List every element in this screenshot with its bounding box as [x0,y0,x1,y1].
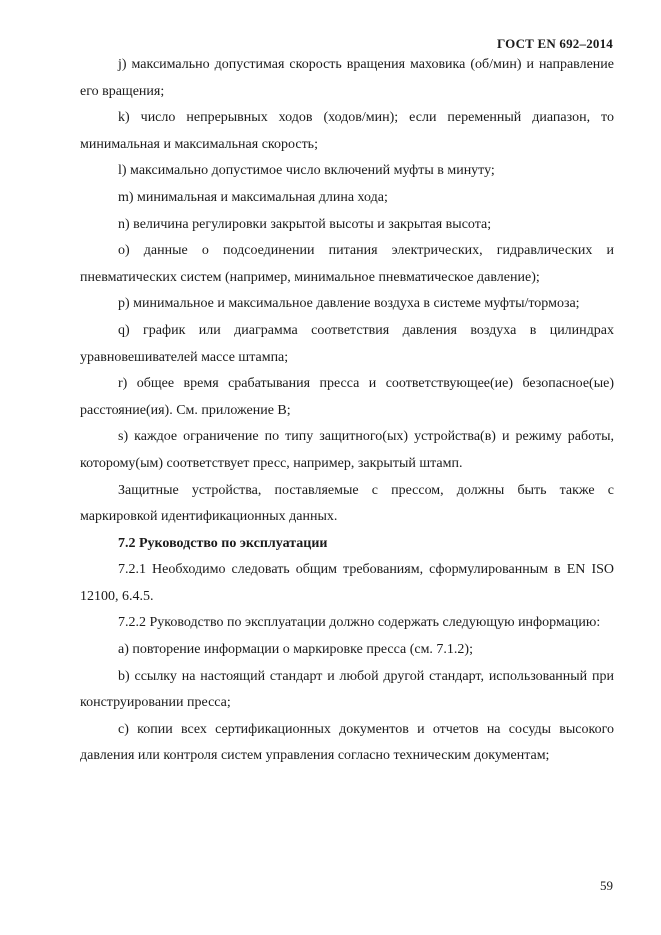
list-item-k: k) число непрерывных ходов (ходов/мин); если переменный диапазон, то минимальная и максимальная скорость; [80,110,614,152]
list-item-o: o) данные о подсоединении питания электрических, гидравлических и пневматических систем (например, минимальное пневматическое давление); [80,243,614,285]
page-header: ГОСТ EN 692–2014 [496,36,613,51]
list-item-p: p) минимальное и максимальное давление воздуха в системе муфты/тормоза; [118,296,580,312]
list-item-l: l) максимально допустимое число включений муфты в минуту; [118,163,495,179]
document-body [80,52,614,770]
list-item-q: q) график или диаграмма соответствия давления воздуха в цилиндрах уравновешивателей массе штампа; [80,322,614,365]
list-item-a: a) повторение информации о маркировке пресса (см. 7.1.2); [118,642,473,658]
list-item-c: c) копии всех сертификационных документов и отчетов на сосуды высокого давления или контроля систем управления согласно техническим документам; [80,721,614,764]
clause-7-2-1: 7.2.1 Необходимо следовать общим требованиям, сформулированным в EN ISO 12100, 6.4.5. [80,562,614,604]
list-item-j: j) максимально допустимая скорость вращения маховика (об/мин) и направление его вращения; [80,57,614,99]
page-number: 59 [600,878,613,893]
list-item-b: b) ссылку на настоящий стандарт и любой другой стандарт, использованный при конструировании пресса; [80,668,614,711]
section-heading: 7.2 Руководство по эксплуатации [118,535,328,551]
protective-devices-paragraph: Защитные устройства, поставляемые с прессом, должны быть также с маркировкой идентификационных данных. [80,482,614,525]
clause-7-2-2: 7.2.2 Руководство по эксплуатации должно содержать следующую информацию: [118,615,601,631]
list-item-m: m) минимальная и максимальная длина хода; [118,189,388,205]
list-item-n: n) величина регулировки закрытой высоты и закрытая высота; [118,216,492,232]
list-item-s: s) каждое ограничение по типу защитного(ых) устройства(в) и режиму работы, которому(ым) соответствует пресс, например, закрытый штамп. [80,429,614,471]
list-item-r: r) общее время срабатывания пресса и соответствующее(ие) безопасное(ые) расстояние(ия). См. приложение В; [80,376,614,418]
